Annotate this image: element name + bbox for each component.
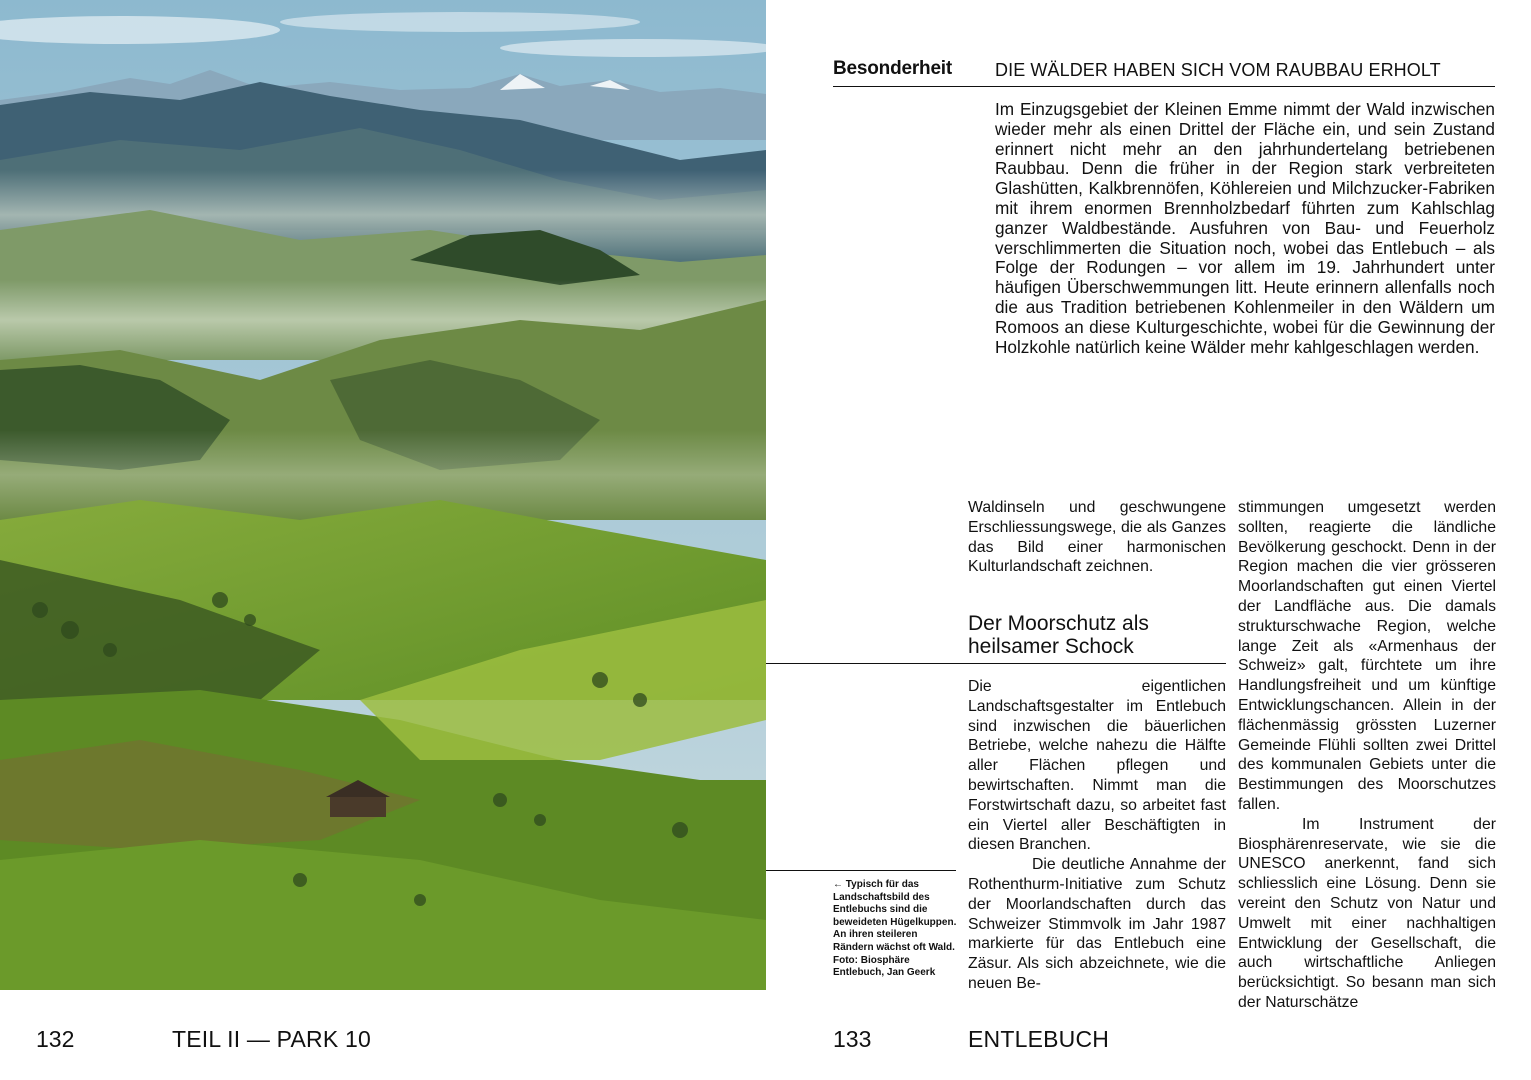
column-1-top-paragraph: Waldinseln und geschwungene Erschliessungswege, die als Ganzes das Bild einer harmonischen Kulturlandschaft zeichnen.: [968, 499, 1226, 576]
column-1-paragraph-2: Die deutliche Annahme der Rothenthurm-Initiative zum Schutz der Moorlandschaften durch das Schweizer Stimmvolk im Jahr 1987 markierte für das Entlebuch eine Zäsur. Als sich abzeichnete, wie die neuen Be-: [968, 856, 1226, 992]
running-head-right: ENTLEBUCH: [968, 1026, 1110, 1052]
column-2-paragraph-1: stimmungen umgesetzt werden sollten, reagierte die ländliche Bevölkerung geschockt. Denn in der Region machen die vier grösseren Moorlandschaften gut einen Viertel der Landfläche aus. Die damals strukturschwache Region, welche lange Zeit als «Armenhaus der Schweiz» galt, fürchtete um ihre Handlungsfreiheit und um künftige Entwicklungschancen. Allein in der flächenmässig grössten Luzerner Gemeinde Flühli sollten zwei Drittel des kommunalen Gebiets unter die Bestimmungen des Moorschutzes fallen.: [1238, 499, 1496, 813]
caption-rule: [766, 870, 956, 871]
column-2-paragraph-2: Im Instrument der Biosphärenreservate, wie sie die UNESCO anerkennt, fand sich schliesslich eine Lösung. Denn sie vereint den Schutz von Natur und Umwelt mit einer nachhaltigen Entwicklung der Gesellschaft, die auch wirtschaftliche Anliegen berücksichtigt. So besann man sich der Naturschätze: [1238, 815, 1496, 1011]
page-number-left: 132: [36, 1026, 75, 1052]
photo-caption: ← Typisch für das Landschaftsbild des Entlebuchs sind die beweideten Hügelkuppen. An ihren steileren Rändern wächst oft Wald. Foto: Biosphäre Entlebuch, Jan Geerk: [833, 879, 957, 979]
running-head-left: TEIL II — PARK 10: [172, 1026, 371, 1052]
section-rule: [766, 663, 1226, 664]
sidebar-label: Besonderheit: [833, 58, 953, 79]
sidebar-title: DIE WÄLDER HABEN SICH VOM RAUBBAU ERHOLT: [995, 60, 1441, 80]
landscape-illustration: [0, 0, 766, 990]
column-2-body: [1238, 498, 1496, 1013]
section-heading: Der Moorschutz als heilsamer Schock: [968, 612, 1149, 658]
header-rule: [833, 86, 1495, 87]
column-1-paragraph-1: Die eigentlichen Landschaftsgestalter im Entlebuch sind inzwischen die bäuerlichen Betriebe, welche nahezu die Hälfte aller Flächen pflegen und bewirtschaften. Nimmt man die Forstwirtschaft dazu, so arbeitet fast ein Viertel aller Beschäftigten in diesen Branchen.: [968, 678, 1226, 854]
landscape-photo: [0, 0, 766, 990]
sidebar-text: Im Einzugsgebiet der Kleinen Emme nimmt der Wald inzwischen wieder mehr als einen Drittel der Fläche ein, und sein Zustand erinnert nicht mehr an den jahrhundertelang betriebenen Raubbau. Denn die früher in der Region stark verbreiteten Glashütten, Kalkbrennöfen, Köhlereien und Milchzucker-Fabriken mit ihrem enormen Brennholzbedarf führten zum Kahlschlag ganzer Waldbestände. Ausfuhren von Bau- und Feuerholz verschlimmerten die Situation noch, wobei das Entlebuch – als Folge der Rodungen – vor allem im 19. Jahrhundert unter häufigen Überschwemmungen litt. Heute erinnern allenfalls noch die aus Tradition betriebenen Kohlenmeiler in den Wäldern um Romoos an diese Kulturgeschichte, wobei für die Gewinnung der Holzkohle natürlich keine Wälder mehr kahlgeschlagen werden.: [995, 99, 1495, 357]
column-1-body: [968, 677, 1226, 994]
page-number-right: 133: [833, 1026, 872, 1052]
